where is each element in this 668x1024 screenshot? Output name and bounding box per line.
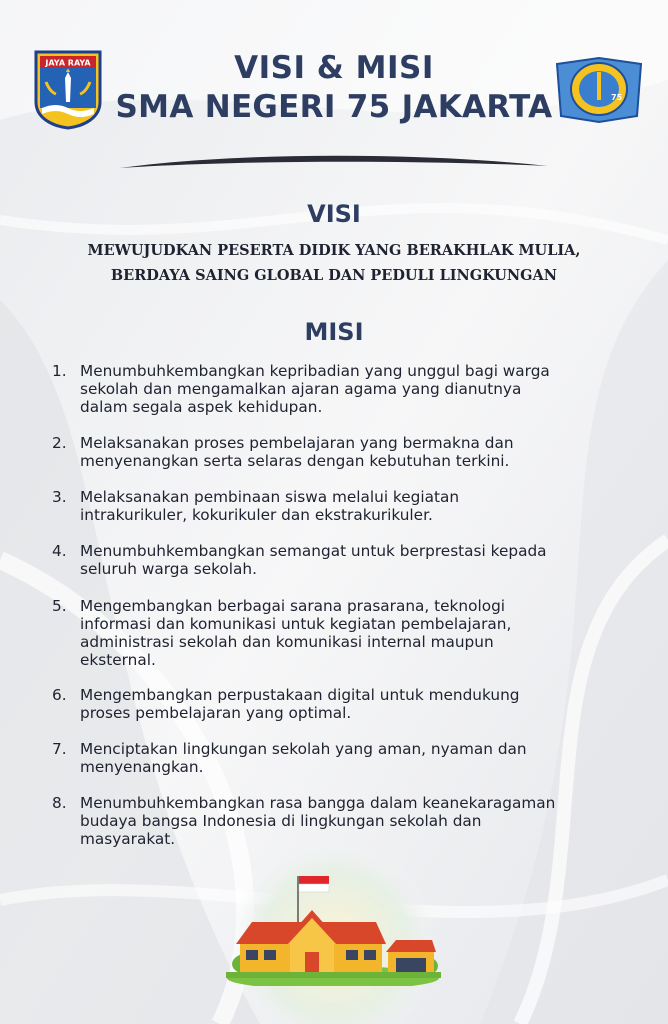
misi-line: administrasi sekolah dan komunikasi internal maupun (80, 633, 494, 651)
misi-line: Melaksanakan pembinaan siswa melalui kegiatan (80, 488, 460, 506)
misi-line: Menumbuhkembangkan semangat untuk berprestasi kepada (80, 542, 547, 560)
misi-line: seluruh warga sekolah. (80, 560, 257, 578)
misi-number: 6. (52, 686, 67, 704)
misi-text (80, 794, 625, 848)
misi-number: 3. (52, 488, 67, 506)
misi-text (80, 488, 625, 524)
visi-statement (40, 238, 628, 288)
misi-number: 4. (52, 542, 67, 560)
misi-line: masyarakat. (80, 830, 176, 848)
misi-line: menyenangkan serta selaras dengan kebutuhan terkini. (80, 452, 510, 470)
title-divider-swoosh (118, 150, 550, 180)
misi-line: budaya bangsa Indonesia di lingkungan sekolah dan (80, 812, 482, 830)
misi-text (80, 542, 625, 578)
misi-line: Menumbuhkembangkan kepribadian yang unggul bagi warga (80, 362, 550, 380)
misi-line: sekolah dan mengamalkan ajaran agama yang dianutnya (80, 380, 522, 398)
misi-text (80, 597, 625, 669)
page-title-line1: VISI & MISI (234, 50, 434, 86)
misi-line: Menciptakan lingkungan sekolah yang aman, nyaman dan (80, 740, 527, 758)
misi-line: Mengembangkan perpustakaan digital untuk mendukung (80, 686, 520, 704)
logo-right-number: 75 (611, 93, 623, 102)
logo-left-motto: JAYA RAYA (45, 58, 91, 68)
misi-number: 2. (52, 434, 67, 452)
visi-heading: VISI (307, 200, 361, 228)
misi-heading: MISI (304, 318, 364, 346)
misi-text (80, 362, 625, 416)
misi-number: 1. (52, 362, 67, 380)
misi-text (80, 686, 625, 722)
visi-line-1: MEWUJUDKAN PESERTA DIDIK YANG BERAKHLAK MULIA, (87, 242, 581, 259)
misi-line: intrakurikuler, kokurikuler dan ekstrakurikuler. (80, 506, 433, 524)
misi-number: 8. (52, 794, 67, 812)
misi-line: informasi dan komunikasi untuk kegiatan pembelajaran, (80, 615, 512, 633)
misi-line: proses pembelajaran yang optimal. (80, 704, 352, 722)
misi-number: 7. (52, 740, 67, 758)
misi-text (80, 740, 625, 776)
page-title-line2: SMA NEGERI 75 JAKARTA (115, 89, 553, 125)
misi-text (80, 434, 625, 470)
misi-line: dalam segala aspek kehidupan. (80, 398, 323, 416)
school-building-illustration (226, 866, 441, 986)
visi-line-2: BERDAYA SAING GLOBAL DAN PEDULI LINGKUNGAN (110, 267, 558, 284)
misi-line: menyenangkan. (80, 758, 204, 776)
misi-line: Menumbuhkembangkan rasa bangga dalam keanekaragaman (80, 794, 556, 812)
misi-line: eksternal. (80, 651, 156, 669)
misi-line: Mengembangkan berbagai sarana prasarana, teknologi (80, 597, 506, 615)
misi-number: 5. (52, 597, 67, 615)
misi-line: Melaksanakan proses pembelajaran yang bermakna dan (80, 434, 514, 452)
